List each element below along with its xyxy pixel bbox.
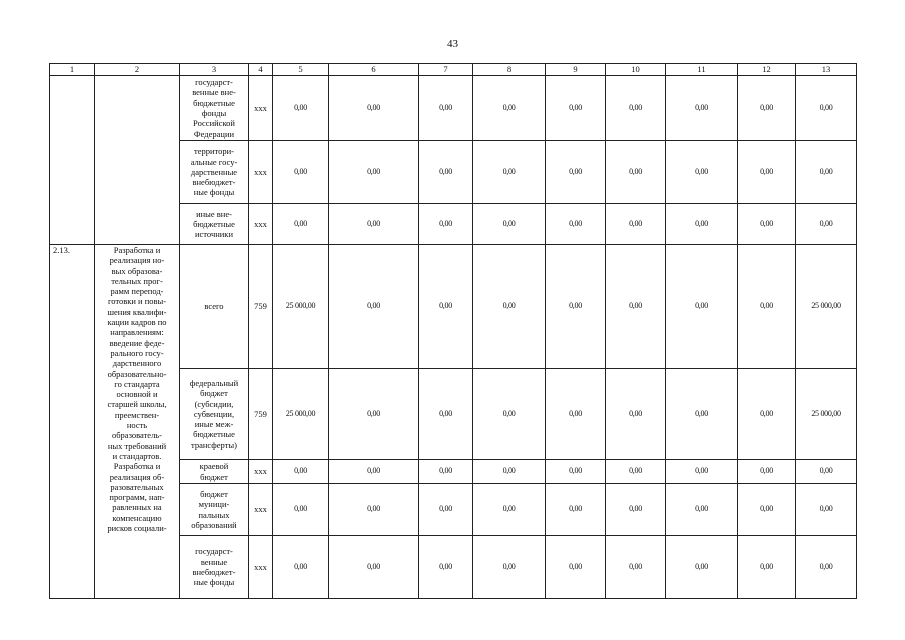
header-row: [50, 64, 857, 76]
value-cell: 0,00: [606, 536, 666, 599]
budget-code: xxx: [249, 204, 273, 245]
value-cell: 0,00: [738, 484, 796, 536]
value-cell: 0,00: [329, 460, 419, 484]
value-cell: 0,00: [419, 141, 473, 204]
value-cell: 0,00: [329, 536, 419, 599]
value-cell: 0,00: [606, 76, 666, 141]
column-header-12: 12: [738, 64, 796, 76]
value-cell: 25 000,00: [796, 369, 857, 460]
value-cell: 25 000,00: [273, 369, 329, 460]
value-cell: 0,00: [473, 141, 546, 204]
value-cell: 0,00: [666, 484, 738, 536]
funding-source: территори- альные госу- дарственные внебюджет- ные фонды: [180, 141, 249, 204]
value-cell: 0,00: [273, 484, 329, 536]
column-header-9: 9: [546, 64, 606, 76]
value-cell: 0,00: [738, 369, 796, 460]
value-cell: 25 000,00: [273, 245, 329, 369]
value-cell: 0,00: [606, 245, 666, 369]
value-cell: 0,00: [796, 484, 857, 536]
value-cell: 0,00: [546, 460, 606, 484]
value-cell: 0,00: [419, 245, 473, 369]
funding-source: иные вне- бюджетные источники: [180, 204, 249, 245]
value-cell: 0,00: [473, 536, 546, 599]
value-cell: 0,00: [419, 484, 473, 536]
value-cell: 0,00: [473, 369, 546, 460]
value-cell: 0,00: [606, 369, 666, 460]
value-cell: 0,00: [796, 204, 857, 245]
value-cell: 0,00: [666, 141, 738, 204]
value-cell: 0,00: [273, 536, 329, 599]
value-cell: 0,00: [738, 536, 796, 599]
column-header-11: 11: [666, 64, 738, 76]
budget-code: 759: [249, 369, 273, 460]
funding-source: государст- венные вне- бюджетные фонды Российской Федерации: [180, 76, 249, 141]
empty-number-cell: [50, 76, 95, 245]
value-cell: 25 000,00: [796, 245, 857, 369]
value-cell: 0,00: [546, 204, 606, 245]
value-cell: 0,00: [473, 460, 546, 484]
value-cell: 0,00: [796, 536, 857, 599]
value-cell: 0,00: [329, 484, 419, 536]
value-cell: 0,00: [473, 484, 546, 536]
budget-code: xxx: [249, 141, 273, 204]
value-cell: 0,00: [666, 460, 738, 484]
value-cell: 0,00: [606, 460, 666, 484]
value-cell: 0,00: [329, 141, 419, 204]
value-cell: 0,00: [419, 536, 473, 599]
section-number: 2.13.: [50, 245, 95, 599]
column-header-8: 8: [473, 64, 546, 76]
page-number: 43: [447, 38, 458, 50]
value-cell: 0,00: [273, 204, 329, 245]
funding-source: государст- венные внебюджет- ные фонды: [180, 536, 249, 599]
budget-code: xxx: [249, 460, 273, 484]
value-cell: 0,00: [419, 460, 473, 484]
column-header-3: 3: [180, 64, 249, 76]
funding-source: всего: [180, 245, 249, 369]
value-cell: 0,00: [329, 245, 419, 369]
value-cell: 0,00: [419, 76, 473, 141]
empty-description-cell: [95, 76, 180, 245]
value-cell: 0,00: [473, 245, 546, 369]
value-cell: 0,00: [796, 76, 857, 141]
value-cell: 0,00: [796, 460, 857, 484]
budget-code: xxx: [249, 536, 273, 599]
budget-code: 759: [249, 245, 273, 369]
column-header-2: 2: [95, 64, 180, 76]
value-cell: 0,00: [796, 141, 857, 204]
column-header-1: 1: [50, 64, 95, 76]
value-cell: 0,00: [473, 204, 546, 245]
column-header-5: 5: [273, 64, 329, 76]
value-cell: 0,00: [738, 141, 796, 204]
column-header-13: 13: [796, 64, 857, 76]
table-row: [50, 76, 857, 141]
funding-source: краевой бюджет: [180, 460, 249, 484]
value-cell: 0,00: [419, 369, 473, 460]
value-cell: 0,00: [606, 141, 666, 204]
value-cell: 0,00: [738, 245, 796, 369]
budget-code: xxx: [249, 76, 273, 141]
column-header-7: 7: [419, 64, 473, 76]
value-cell: 0,00: [546, 76, 606, 141]
value-cell: 0,00: [738, 460, 796, 484]
table-row: [50, 245, 857, 369]
column-header-4: 4: [249, 64, 273, 76]
value-cell: 0,00: [329, 369, 419, 460]
value-cell: 0,00: [546, 245, 606, 369]
budget-code: xxx: [249, 484, 273, 536]
value-cell: 0,00: [273, 76, 329, 141]
value-cell: 0,00: [666, 204, 738, 245]
value-cell: 0,00: [546, 141, 606, 204]
value-cell: 0,00: [546, 369, 606, 460]
column-header-6: 6: [329, 64, 419, 76]
value-cell: 0,00: [273, 460, 329, 484]
value-cell: 0,00: [329, 204, 419, 245]
value-cell: 0,00: [666, 245, 738, 369]
value-cell: 0,00: [419, 204, 473, 245]
value-cell: 0,00: [738, 204, 796, 245]
value-cell: 0,00: [273, 141, 329, 204]
value-cell: 0,00: [666, 369, 738, 460]
value-cell: 0,00: [738, 76, 796, 141]
budget-table: [49, 63, 857, 599]
value-cell: 0,00: [666, 76, 738, 141]
value-cell: 0,00: [546, 484, 606, 536]
funding-source: бюджет муници- пальных образований: [180, 484, 249, 536]
value-cell: 0,00: [546, 536, 606, 599]
funding-source: федеральный бюджет (субсидии, субвенции, иные меж- бюджетные трансферты): [180, 369, 249, 460]
value-cell: 0,00: [606, 484, 666, 536]
column-header-10: 10: [606, 64, 666, 76]
value-cell: 0,00: [606, 204, 666, 245]
value-cell: 0,00: [329, 76, 419, 141]
section-description: Разработка и реализация но- вых образова- тельных прог- рамм перепод- готовки и повы- шения квалифи- кации кадров по направлениям: введение феде- рального госу- дарственного образовательно- го стандарта основной и старшей школы, преемствен- ность образователь- ных требований и стандартов. Разработка и реализация об- разовательных программ, нап- равленных на компенсацию рисков социали-: [95, 245, 180, 599]
value-cell: 0,00: [666, 536, 738, 599]
value-cell: 0,00: [473, 76, 546, 141]
